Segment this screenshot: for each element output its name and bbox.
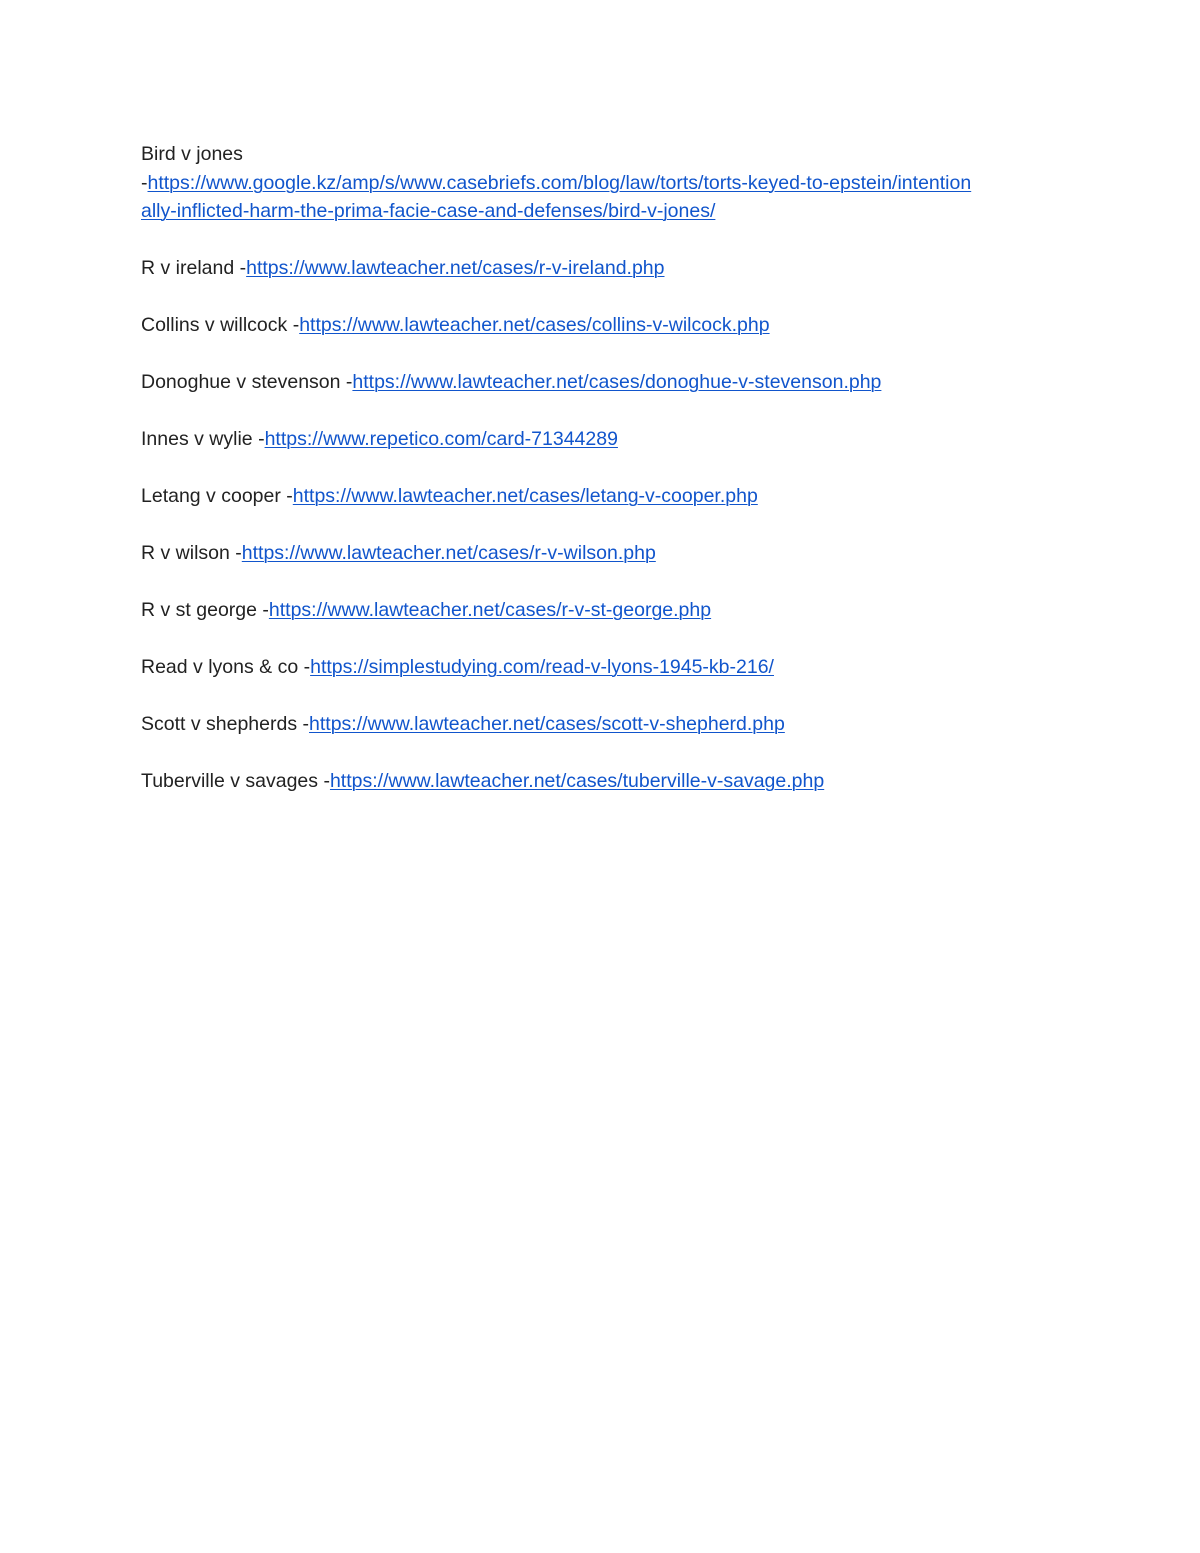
separator: -	[292, 314, 300, 336]
case-entry-r-v-st-george	[141, 596, 1066, 625]
case-name: Collins v willcock	[141, 314, 293, 336]
case-link[interactable]	[148, 172, 972, 194]
separator: -	[239, 257, 247, 279]
separator: -	[141, 171, 148, 194]
case-entry-scott-v-shepherds	[141, 710, 1066, 739]
case-link[interactable]: https://www.lawteacher.net/cases/tuberville-v-savage.php	[329, 770, 825, 792]
case-entry-innes-v-wylie	[141, 425, 1066, 454]
case-entry-donoghue-v-stevenson	[141, 368, 1066, 397]
case-entry-collins-v-willcock	[141, 311, 1066, 340]
case-name: R v ireland	[141, 257, 240, 279]
case-link[interactable]: https://www.lawteacher.net/cases/r-v-wilson.php	[241, 542, 656, 564]
separator: -	[323, 770, 330, 792]
case-entry-bird-v-jones	[141, 140, 1066, 226]
case-name: Read v lyons & co	[141, 656, 304, 678]
case-link[interactable]: https://www.lawteacher.net/cases/r-v-st-george.php	[268, 599, 712, 621]
case-name: Donoghue v stevenson	[141, 371, 346, 393]
case-link-line-1[interactable]: https://www.google.kz/amp/s/www.casebriefs.com/blog/law/torts/torts-keyed-to-epstein/intention	[147, 171, 972, 194]
separator: -	[303, 656, 311, 678]
document-page	[141, 140, 1066, 824]
case-name: Bird v jones	[141, 143, 243, 165]
case-link[interactable]: https://www.lawteacher.net/cases/letang-v-cooper.php	[292, 485, 758, 507]
case-link[interactable]: https://www.repetico.com/card-71344289	[264, 428, 618, 450]
separator: -	[258, 428, 265, 450]
case-name: Innes v wylie	[141, 428, 259, 450]
case-link[interactable]: https://www.lawteacher.net/cases/collins-v-wilcock.php	[299, 314, 770, 336]
separator: -	[286, 485, 293, 507]
separator: -	[345, 371, 353, 393]
case-name: Scott v shepherds	[141, 713, 303, 735]
case-link-line-2[interactable]: ally-inflicted-harm-the-prima-facie-case-and-defenses/bird-v-jones/	[141, 200, 716, 222]
case-link[interactable]: https://www.lawteacher.net/cases/donoghue-v-stevenson.php	[352, 371, 882, 393]
case-entry-letang-v-cooper	[141, 482, 1066, 511]
separator: -	[235, 542, 242, 564]
case-entry-tuberville-v-savages	[141, 767, 1066, 796]
case-entry-r-v-wilson	[141, 539, 1066, 568]
case-name: Letang v cooper	[141, 485, 287, 507]
case-name: R v wilson	[141, 542, 236, 564]
case-entry-r-v-ireland	[141, 254, 1066, 283]
case-name: R v st george	[141, 599, 263, 621]
case-link[interactable]: https://www.lawteacher.net/cases/r-v-ireland.php	[246, 257, 665, 279]
case-entry-read-v-lyons	[141, 653, 1066, 682]
case-link-continued[interactable]	[141, 200, 715, 222]
case-link[interactable]: https://simplestudying.com/read-v-lyons-1945-kb-216/	[310, 656, 774, 678]
separator: -	[302, 713, 310, 735]
case-link[interactable]: https://www.lawteacher.net/cases/scott-v-shepherd.php	[309, 713, 785, 735]
case-name: Tuberville v savages	[141, 770, 324, 792]
separator: -	[262, 599, 269, 621]
